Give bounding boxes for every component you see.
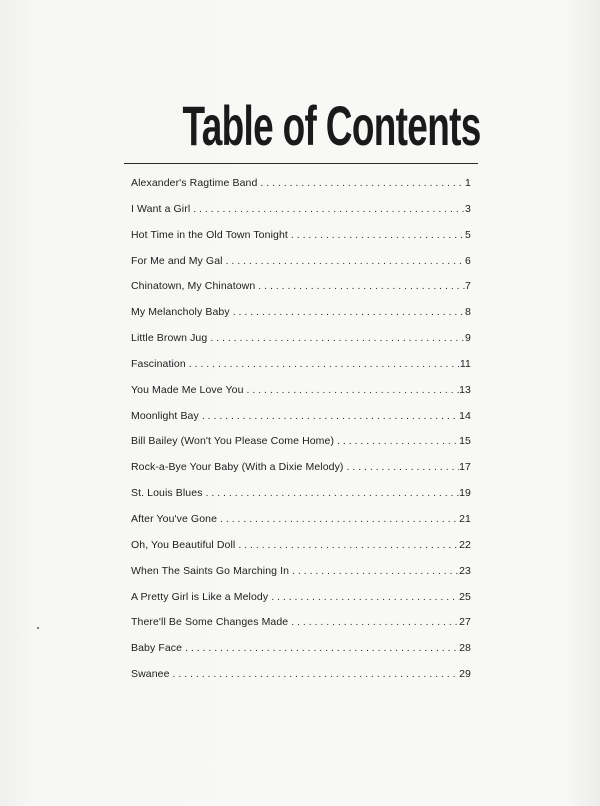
dot-leader <box>291 229 465 241</box>
toc-entry-title: For Me and My Gal <box>131 254 223 267</box>
toc-entry <box>131 229 471 255</box>
toc-entry-title: Little Brown Jug <box>131 332 208 345</box>
toc-entry <box>131 513 471 539</box>
toc-entry-title: St. Louis Blues <box>131 487 203 500</box>
toc-entry <box>131 616 471 642</box>
toc-entry-page: 1 <box>465 177 471 189</box>
dot-leader <box>247 384 460 396</box>
toc-entry-title: Moonlight Bay <box>131 409 199 422</box>
toc-entry-title: There'll Be Some Changes Made <box>131 616 289 629</box>
toc-entry-title: Oh, You Beautiful Doll <box>131 538 236 551</box>
toc-entry-page: 3 <box>465 202 471 215</box>
toc-entry-page: 28 <box>459 642 471 655</box>
toc-entry <box>131 203 471 229</box>
dot-leader <box>202 410 459 422</box>
toc-entry-title: Rock-a-Bye Your Baby (With a Dixie Melody) <box>131 461 344 474</box>
dot-leader <box>189 358 460 370</box>
toc-entry <box>131 487 471 513</box>
toc-entry <box>131 591 471 617</box>
dot-leader <box>258 280 465 292</box>
toc-entry <box>131 565 471 591</box>
toc-entry-page: 17 <box>459 461 471 474</box>
toc-entry-page: 29 <box>459 668 471 681</box>
toc-entry-page: 22 <box>459 538 471 551</box>
dot-leader <box>193 203 465 215</box>
dot-leader <box>292 565 459 577</box>
toc-entry-title: Alexander's Ragtime Band <box>131 177 258 189</box>
dot-leader <box>260 177 465 189</box>
toc-entry <box>131 410 471 436</box>
toc-entry <box>131 280 471 306</box>
toc-entry <box>131 642 471 668</box>
toc-entry-page: 5 <box>465 228 471 241</box>
dot-leader <box>271 591 459 603</box>
toc-entry <box>131 461 471 487</box>
title-underline <box>124 163 478 164</box>
dot-leader <box>238 539 459 551</box>
toc-entry <box>131 435 471 461</box>
toc-entry-page: 14 <box>459 409 471 422</box>
toc-entry-title: You Made Me Love You <box>131 383 244 396</box>
toc-entry <box>131 384 471 410</box>
toc-entry-title: Baby Face <box>131 642 183 655</box>
toc-entry-title: When The Saints Go Marching In <box>131 564 290 577</box>
dot-leader <box>226 255 465 267</box>
toc-entry-page: 9 <box>465 332 471 345</box>
toc-entry-page: 25 <box>459 590 471 603</box>
toc-entry <box>131 332 471 358</box>
dot-leader <box>220 513 459 525</box>
toc-entry-page: 27 <box>459 616 471 629</box>
toc-entry-title: Bill Bailey (Won't You Please Come Home) <box>131 435 335 448</box>
toc-entry-title: I Want a Girl <box>131 202 191 215</box>
toc-entry <box>131 539 471 565</box>
toc-entry-title: A Pretty Girl is Like a Melody <box>131 590 269 603</box>
toc-entry-page: 19 <box>459 487 471 500</box>
toc-entry-page: 6 <box>465 254 471 267</box>
dot-leader <box>210 332 465 344</box>
toc-entry <box>131 255 471 281</box>
dot-leader <box>291 616 459 628</box>
toc-entry-page: 8 <box>465 306 471 319</box>
paper-speck <box>37 627 39 629</box>
dot-leader <box>173 668 460 680</box>
toc-entry-title: Hot Time in the Old Town Tonight <box>131 228 288 241</box>
toc-entry-page: 15 <box>459 435 471 448</box>
toc-entry-title: Fascination <box>131 357 186 370</box>
dot-leader <box>337 435 459 447</box>
table-of-contents <box>131 177 471 694</box>
toc-entry-page: 11 <box>459 357 471 370</box>
dot-leader <box>185 642 459 654</box>
dot-leader <box>233 306 465 318</box>
toc-entry-title: Swanee <box>131 668 170 681</box>
page-title: Table of Contents <box>182 94 481 157</box>
dot-leader <box>347 461 460 473</box>
toc-entry <box>131 306 471 332</box>
toc-entry-title: My Melancholy Baby <box>131 306 230 319</box>
toc-entry <box>131 177 471 203</box>
dot-leader <box>206 487 460 499</box>
toc-entry-title: Chinatown, My Chinatown <box>131 280 256 293</box>
toc-entry <box>131 668 471 694</box>
toc-entry-page: 21 <box>459 512 471 525</box>
toc-entry-page: 7 <box>465 280 471 293</box>
toc-entry-page: 23 <box>459 564 471 577</box>
toc-entry <box>131 358 471 384</box>
toc-entry-title: After You've Gone <box>131 512 218 525</box>
toc-entry-page: 13 <box>459 383 471 396</box>
